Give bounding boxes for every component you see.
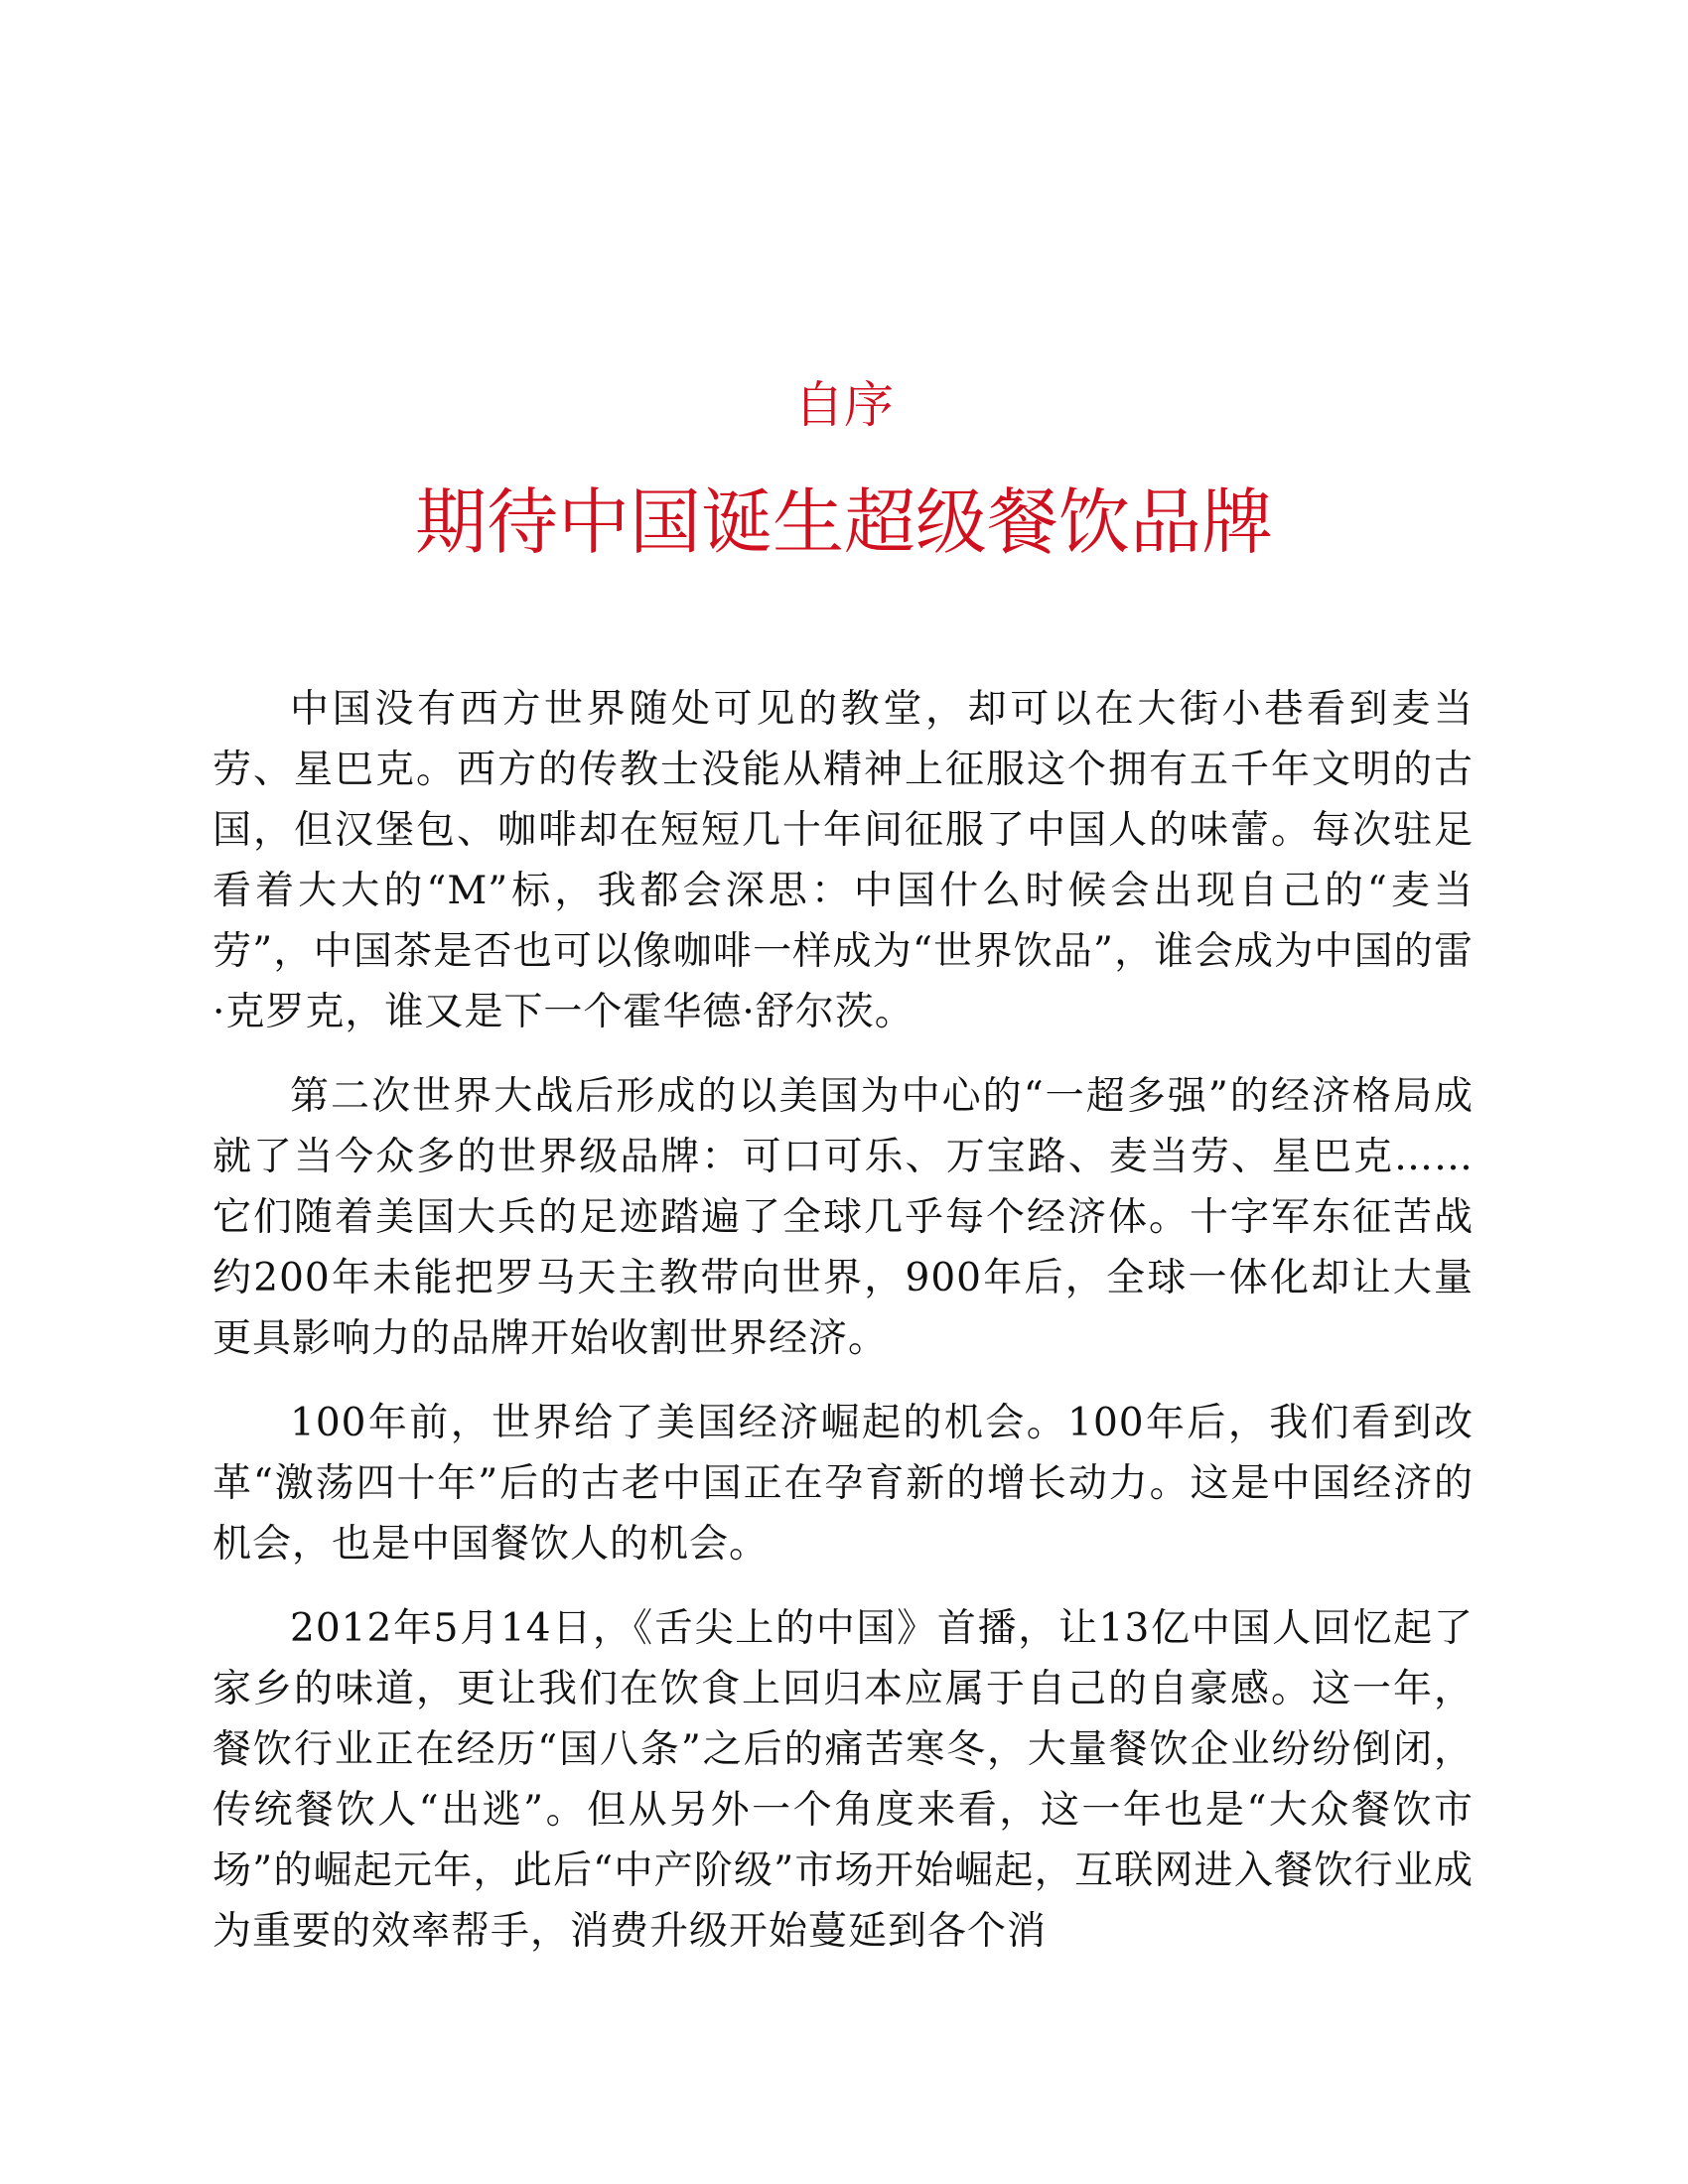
paragraph-4: 2012年5月14日，《舌尖上的中国》首播，让13亿中国人回忆起了家乡的味道，更让我们在饮食上回归本应属于自己的自豪感。这一年，餐饮行业正在经历“国八条”之后的痛苦寒冬，大量餐饮企业纷纷倒闭，传统餐饮人“出逃”。但从另外一个角度来看，这一年也是“大众餐饮市场”的崛起元年，此后“中产阶级”市场开始崛起，互联网进入餐饮行业成为重要的效率帮手，消费升级开始蔓延到各个消 [212,1606,1474,1954]
preface-label: 自序 [794,376,894,434]
paragraph-1: 中国没有西方世界随处可见的教堂，却可以在大街小巷看到麦当劳、星巴克。西方的传教士没能从精神上征服这个拥有五千年文明的古国，但汉堡包、咖啡却在短短几十年间征服了中国人的味蕾。每次驻足看着大大的“M”标，我都会深思：中国什么时候会出现自己的“麦当劳”，中国茶是否也可以像咖啡一样成为“世界饮品”，谁会成为中国的雷·克罗克，谁又是下一个霍华德·舒尔茨。 [212,687,1474,1034]
paragraph-2: 第二次世界大战后形成的以美国为中心的“一超多强”的经济格局成就了当今众多的世界级品牌：可口可乐、万宝路、麦当劳、星巴克……它们随着美国大兵的足迹踏遍了全球几乎每个经济体。十字军东征苦战约200年未能把罗马天主教带向世界，900年后，全球一体化却让大量更具影响力的品牌开始收割世界经济。 [212,1074,1474,1361]
paragraph-3: 100年前，世界给了美国经济崛起的机会。100年后，我们看到改革“激荡四十年”后的古老中国正在孕育新的增长动力。这是中国经济的机会，也是中国餐饮人的机会。 [212,1401,1474,1567]
page-title: 期待中国诞生超级餐饮品牌 [414,480,1273,564]
body-text [212,679,1474,1985]
